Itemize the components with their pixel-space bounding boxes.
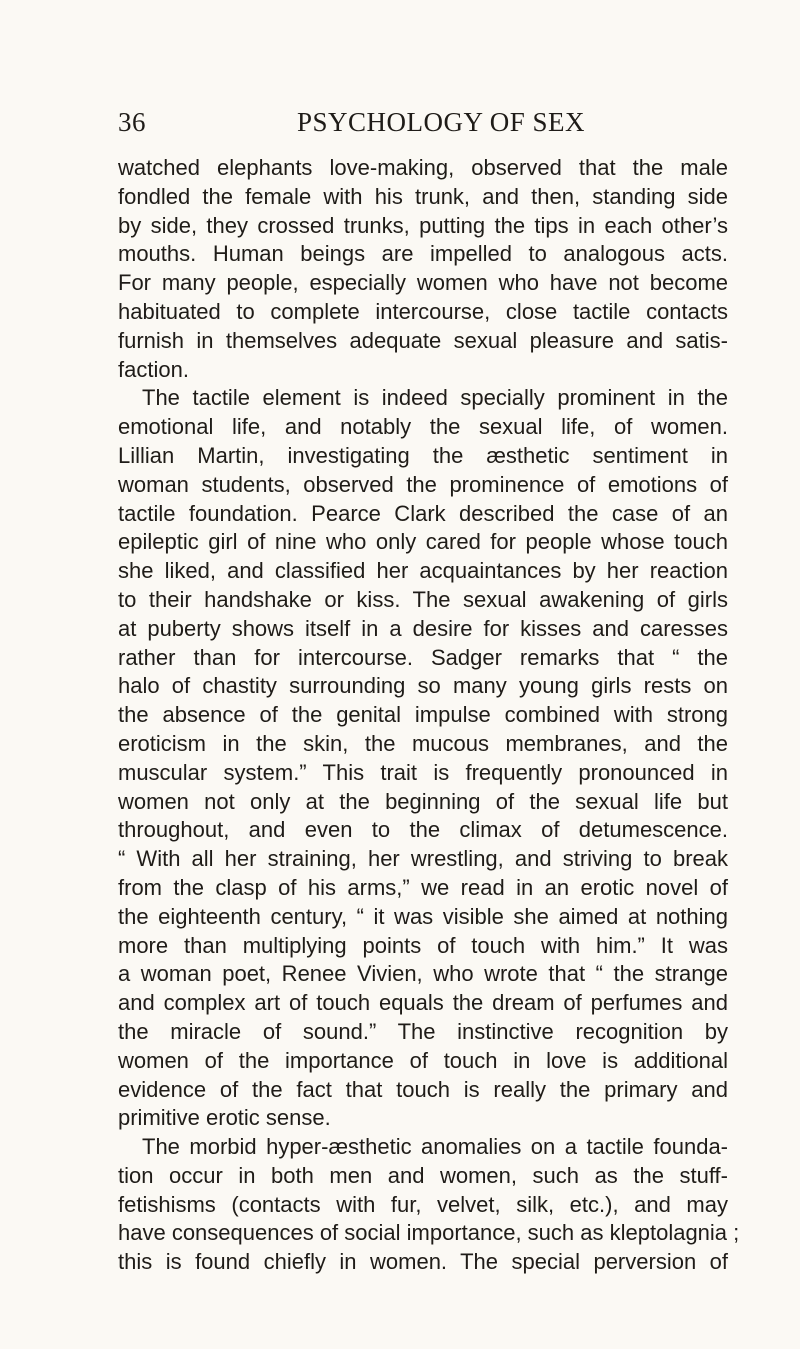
text-line: primitive erotic sense. <box>118 1105 331 1131</box>
text-line: women not only at the beginning of the sexual life but <box>118 788 728 814</box>
text-line: by side, they crossed trunks, putting the tips in each other’s <box>118 212 728 238</box>
text-line: Lillian Martin, investigating the æsthetic sentiment in <box>118 442 728 468</box>
text-line: halo of chastity surrounding so many young girls rests on <box>118 673 728 699</box>
paragraph-start-line: The morbid hyper-æsthetic anomalies on a tactile founda- <box>142 1134 728 1160</box>
text-line: a woman poet, Renee Vivien, who wrote that “ the strange <box>118 961 728 987</box>
text-line: women of the importance of touch in love is additional <box>118 1047 728 1073</box>
text-line: furnish in themselves adequate sexual pleasure and satis- <box>118 327 728 353</box>
text-line: “ With all her straining, her wrestling, and striving to break <box>118 846 728 872</box>
running-head: PSYCHOLOGY OF SEX <box>296 107 586 137</box>
page-number: 36 <box>118 107 146 137</box>
text-line: eroticism in the skin, the mucous membranes, and the <box>118 730 728 756</box>
text-line: evidence of the fact that touch is really the primary and <box>118 1076 728 1102</box>
text-line: to their handshake or kiss. The sexual awakening of girls <box>118 586 728 612</box>
text-line: watched elephants love-making, observed that the male <box>118 155 728 180</box>
text-line: mouths. Human beings are impelled to analogous acts. <box>118 241 728 267</box>
text-line: epileptic girl of nine who only cared for people whose touch <box>118 529 728 555</box>
text-line: emotional life, and notably the sexual life, of women. <box>118 414 728 440</box>
text-line: fetishisms (contacts with fur, velvet, silk, etc.), and may <box>118 1191 728 1217</box>
text-line: this is found chiefly in women. The special perversion of <box>118 1249 728 1275</box>
text-line: throughout, and even to the climax of detumescence. <box>118 817 728 843</box>
text-line: the miracle of sound.” The instinctive recognition by <box>118 1018 728 1044</box>
page-header <box>118 102 728 142</box>
text-line: and complex art of touch equals the dream of perfumes and <box>118 990 728 1016</box>
body-text <box>118 154 740 1277</box>
text-line: the eighteenth century, “ it was visible she aimed at nothing <box>118 903 728 929</box>
text-line: faction. <box>118 356 189 382</box>
text-line: the absence of the genital impulse combined with strong <box>118 702 728 728</box>
text-line: from the clasp of his arms,” we read in an erotic novel of <box>118 874 728 900</box>
text-line: rather than for intercourse. Sadger remarks that “ the <box>118 644 728 670</box>
text-line: she liked, and classified her acquaintances by her reaction <box>118 558 728 584</box>
text-line: muscular system.” This trait is frequently pronounced in <box>118 759 728 785</box>
text-line: fondled the female with his trunk, and then, standing side <box>118 183 728 209</box>
text-line: have consequences of social importance, such as kleptolagnia ; <box>118 1220 740 1246</box>
text-line: woman students, observed the prominence of emotions of <box>118 471 728 497</box>
text-line: For many people, especially women who have not become <box>118 270 728 296</box>
text-line: at puberty shows itself in a desire for kisses and caresses <box>118 615 728 641</box>
text-line: habituated to complete intercourse, close tactile contacts <box>118 298 728 324</box>
text-line: tactile foundation. Pearce Clark described the case of an <box>118 500 728 526</box>
text-line: more than multiplying points of touch with him.” It was <box>118 932 728 958</box>
paragraph-start-line: The tactile element is indeed specially prominent in the <box>142 385 728 411</box>
text-line: tion occur in both men and women, such as the stuff- <box>118 1162 728 1188</box>
